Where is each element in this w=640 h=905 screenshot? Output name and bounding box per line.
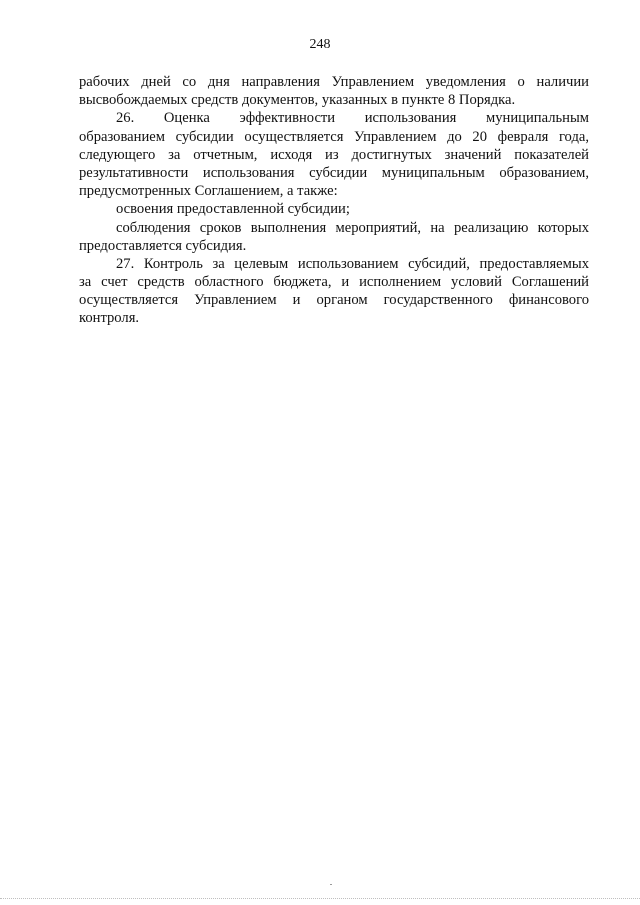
- page-number: 248: [309, 37, 331, 52]
- text-line: рабочих дней со дня направления Управлением уведомления о наличии: [79, 74, 589, 90]
- paragraph-27-start: 27. Контроль за целевым использованием субсидий, предоставляемых: [116, 255, 589, 272]
- text-line: образованием субсидии осуществляется Управлением до 20 февраля года,: [79, 128, 589, 145]
- text-line: результативности использования субсидии муниципальным образованием,: [79, 164, 589, 181]
- text-line: осуществляется Управлением и органом государственного финансового: [79, 292, 589, 309]
- list-item: соблюдения сроков выполнения мероприятий, на реализацию которых: [116, 219, 589, 236]
- scan-edge-line: [0, 898, 640, 899]
- scan-artifact: [330, 884, 332, 885]
- paragraph-26-start: 26. Оценка эффективности использования муниципальным: [116, 110, 589, 127]
- text-line: высвобождаемых средств документов, указанных в пункте 8 Порядка.: [79, 92, 516, 109]
- text-line: предусмотренных Соглашением, а также:: [79, 183, 338, 200]
- text-line: контроля.: [79, 310, 140, 327]
- document-body: [79, 73, 589, 328]
- list-item: освоения предоставленной субсидии;: [116, 201, 350, 218]
- text-line: за счет средств областного бюджета, и исполнением условий Соглашений: [79, 274, 589, 291]
- text-line: предоставляется субсидия.: [79, 237, 247, 254]
- text-line: следующего за отчетным, исходя из достигнутых значений показателей: [79, 146, 589, 163]
